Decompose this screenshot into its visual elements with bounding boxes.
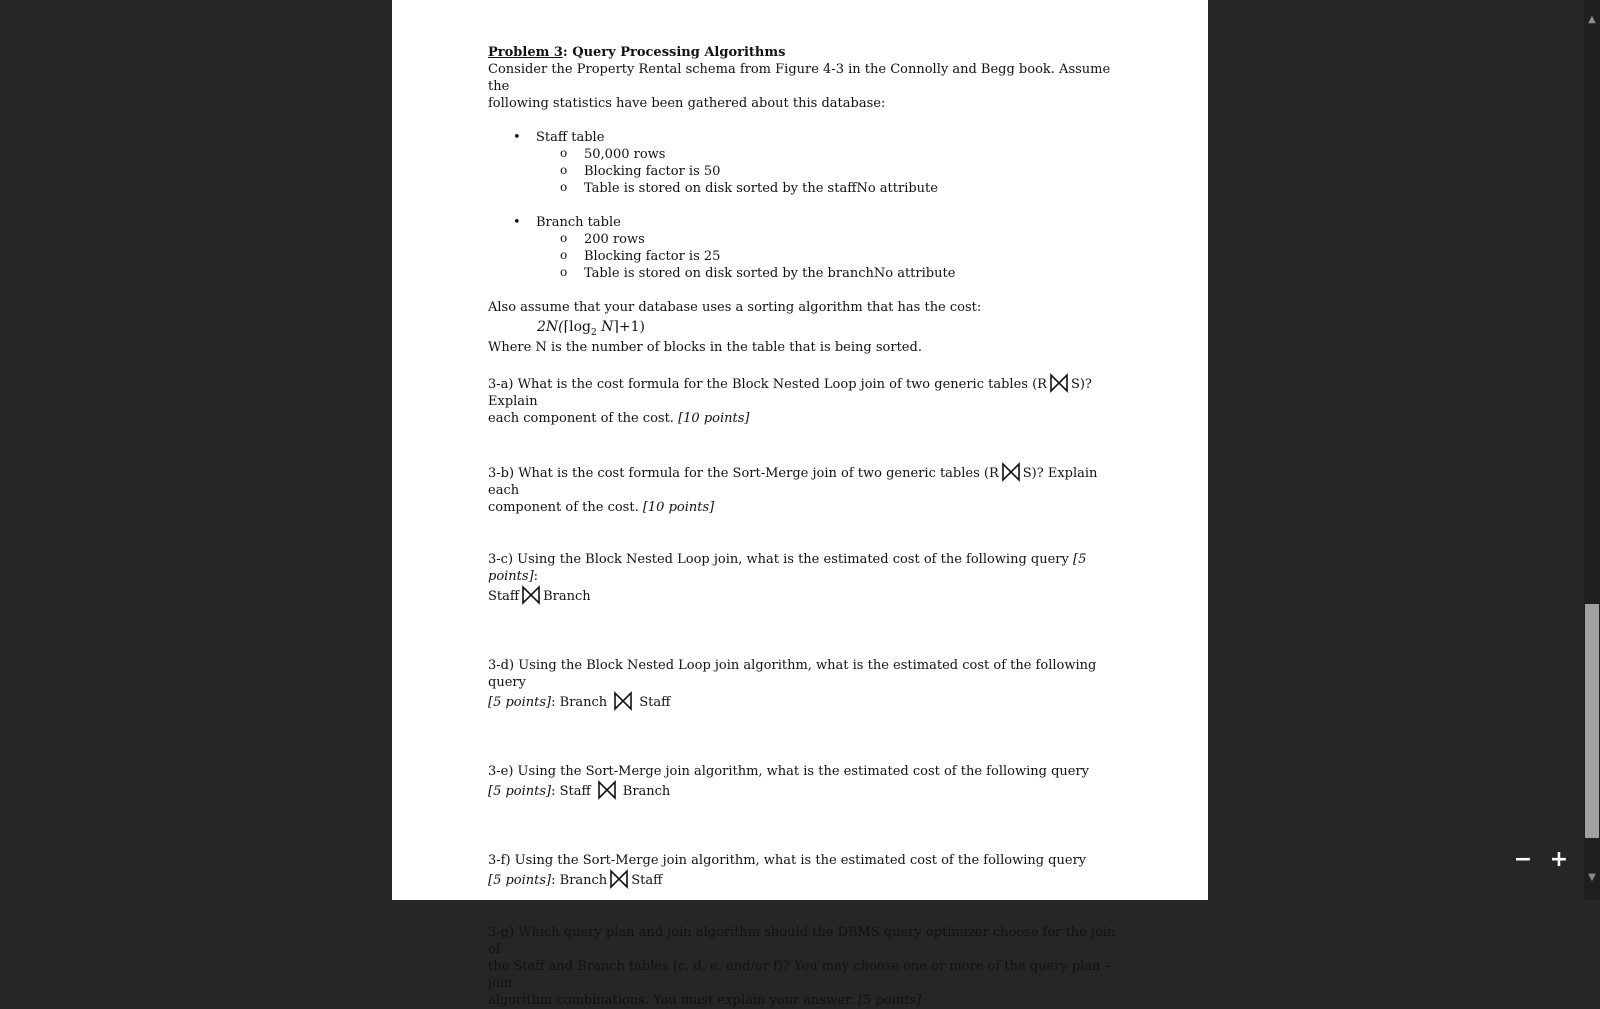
join-symbol-icon	[1001, 462, 1021, 482]
scroll-up-icon[interactable]: ▲	[1588, 14, 1596, 25]
scroll-thumb[interactable]	[1585, 604, 1599, 838]
q3a-text-end: S)? Explain	[488, 377, 1092, 409]
q3e-left-table: Staff	[559, 784, 591, 799]
q3c-left-table: Staff	[488, 589, 520, 604]
join-symbol-icon	[521, 585, 541, 605]
q3b-text: 3-b) What is the cost formula for the Sort-Merge join of two generic tables (R	[488, 466, 999, 481]
formula-n: N	[596, 319, 614, 335]
q3g-points: [5 points]	[858, 993, 922, 1008]
problem-label: Problem 3	[488, 45, 563, 60]
vertical-scrollbar[interactable]	[1584, 0, 1600, 900]
q3d-right-table: Staff	[639, 695, 671, 710]
question-3g-line-3	[488, 992, 1128, 1009]
formula-log-base: 2	[590, 327, 597, 338]
q3d-colon: :	[551, 695, 560, 710]
staff-rows: o 50,000 rows	[488, 146, 1128, 163]
join-symbol-icon	[1049, 373, 1069, 393]
staff-stats	[536, 146, 1128, 197]
q3f-right-table: Staff	[631, 873, 663, 888]
branch-table-label: Branch table	[536, 215, 621, 230]
branch-table-item	[488, 214, 1128, 282]
q3b-text-2: component of the cost.	[488, 500, 643, 515]
formula-prefix: 2N(	[537, 319, 564, 335]
zoom-in-button[interactable]: +	[1549, 847, 1569, 872]
join-symbol-icon	[609, 869, 629, 889]
problem-title-text: : Query Processing Algorithms	[562, 45, 786, 60]
question-3c-line-2	[488, 585, 1128, 605]
staff-table-label: Staff table	[536, 130, 605, 145]
question-3d-line-2	[488, 691, 1128, 711]
q3c-colon: :	[533, 569, 539, 584]
question-3e-line-1: 3-e) Using the Sort-Merge join algorithm, what is the estimated cost of the following query	[488, 764, 1090, 779]
staff-table-item	[488, 129, 1128, 197]
question-3e-line-2	[488, 780, 1128, 800]
page-content	[488, 44, 1128, 1009]
formula-log: log	[569, 319, 591, 335]
q3f-colon: :	[551, 873, 560, 888]
branch-sort-order: o Table is stored on disk sorted by the branchNo attribute	[488, 265, 1128, 282]
q3c-right-table: Branch	[543, 589, 591, 604]
q3c-text: 3-c) Using the Block Nested Loop join, what is the estimated cost of the following query	[488, 552, 1073, 567]
question-3d-line-1: 3-d) Using the Block Nested Loop join algorithm, what is the estimated cost of the following query	[488, 658, 1097, 690]
q3d-points: [5 points]	[488, 695, 552, 710]
q3f-left-table: Branch	[559, 873, 608, 888]
q3b-points: [10 points]	[642, 500, 715, 515]
statistics-list	[488, 129, 1128, 282]
q3d-left-table: Branch	[559, 695, 608, 710]
zoom-out-button[interactable]: −	[1513, 847, 1533, 872]
question-3b-line-2	[488, 499, 1128, 516]
question-3g-line-1: 3-g) Which query plan and join algorithm should the DBMS query optimizer choose for the join of	[488, 925, 1116, 957]
question-3g-line-2: the Staff and Branch tables (c, d, e, and/or f)? You may choose one or more of the query plan – join	[488, 959, 1112, 991]
question-3b-line-1	[488, 462, 1128, 499]
where-text: Where N is the number of blocks in the table that is being sorted.	[488, 340, 922, 355]
q3b-text-end: S)? Explain each	[488, 466, 1098, 498]
q3e-colon: :	[551, 784, 560, 799]
q3g-text-3: algorithm combinations. You must explain your answer.	[488, 993, 859, 1008]
scroll-down-icon[interactable]: ▼	[1588, 872, 1596, 883]
question-3f-line-2	[488, 869, 1128, 889]
q3a-text-2: each component of the cost.	[488, 411, 679, 426]
q3f-points: [5 points]	[488, 873, 552, 888]
document-page	[392, 0, 1208, 1008]
join-symbol-icon	[597, 780, 617, 800]
intro-line-1: Consider the Property Rental schema from Figure 4-3 in the Connolly and Begg book. Assume the	[488, 62, 1111, 94]
staff-sort-order: o Table is stored on disk sorted by the staffNo attribute	[488, 180, 1128, 197]
q3e-points: [5 points]	[488, 784, 552, 799]
branch-rows: o 200 rows	[488, 231, 1128, 248]
question-3a-line-1	[488, 373, 1128, 410]
problem-title	[488, 44, 1128, 61]
q3a-points: [10 points]	[678, 411, 750, 426]
q3e-right-table: Branch	[622, 784, 671, 799]
staff-blocking-factor: o Blocking factor is 50	[488, 163, 1128, 180]
intro-line-2: following statistics have been gathered about this database:	[488, 96, 886, 111]
formula-ceil-close: ⌉	[613, 319, 619, 335]
question-3f-line-1: 3-f) Using the Sort-Merge join algorithm, what is the estimated cost of the following query	[488, 853, 1087, 868]
q3c-points: [5 points]	[488, 552, 1087, 584]
question-3c-line-1	[488, 551, 1128, 585]
question-3a-line-2	[488, 410, 1128, 427]
sort-cost-formula	[488, 316, 1128, 339]
join-symbol-icon	[613, 691, 633, 711]
branch-stats	[536, 231, 1128, 282]
formula-ceil-open: ⌈	[563, 319, 570, 335]
branch-blocking-factor: o Blocking factor is 25	[488, 248, 1128, 265]
q3a-text: 3-a) What is the cost formula for the Block Nested Loop join of two generic tables (R	[488, 377, 1047, 392]
sort-cost-intro: Also assume that your database uses a sorting algorithm that has the cost:	[488, 300, 982, 315]
formula-suffix: +1)	[618, 319, 645, 335]
